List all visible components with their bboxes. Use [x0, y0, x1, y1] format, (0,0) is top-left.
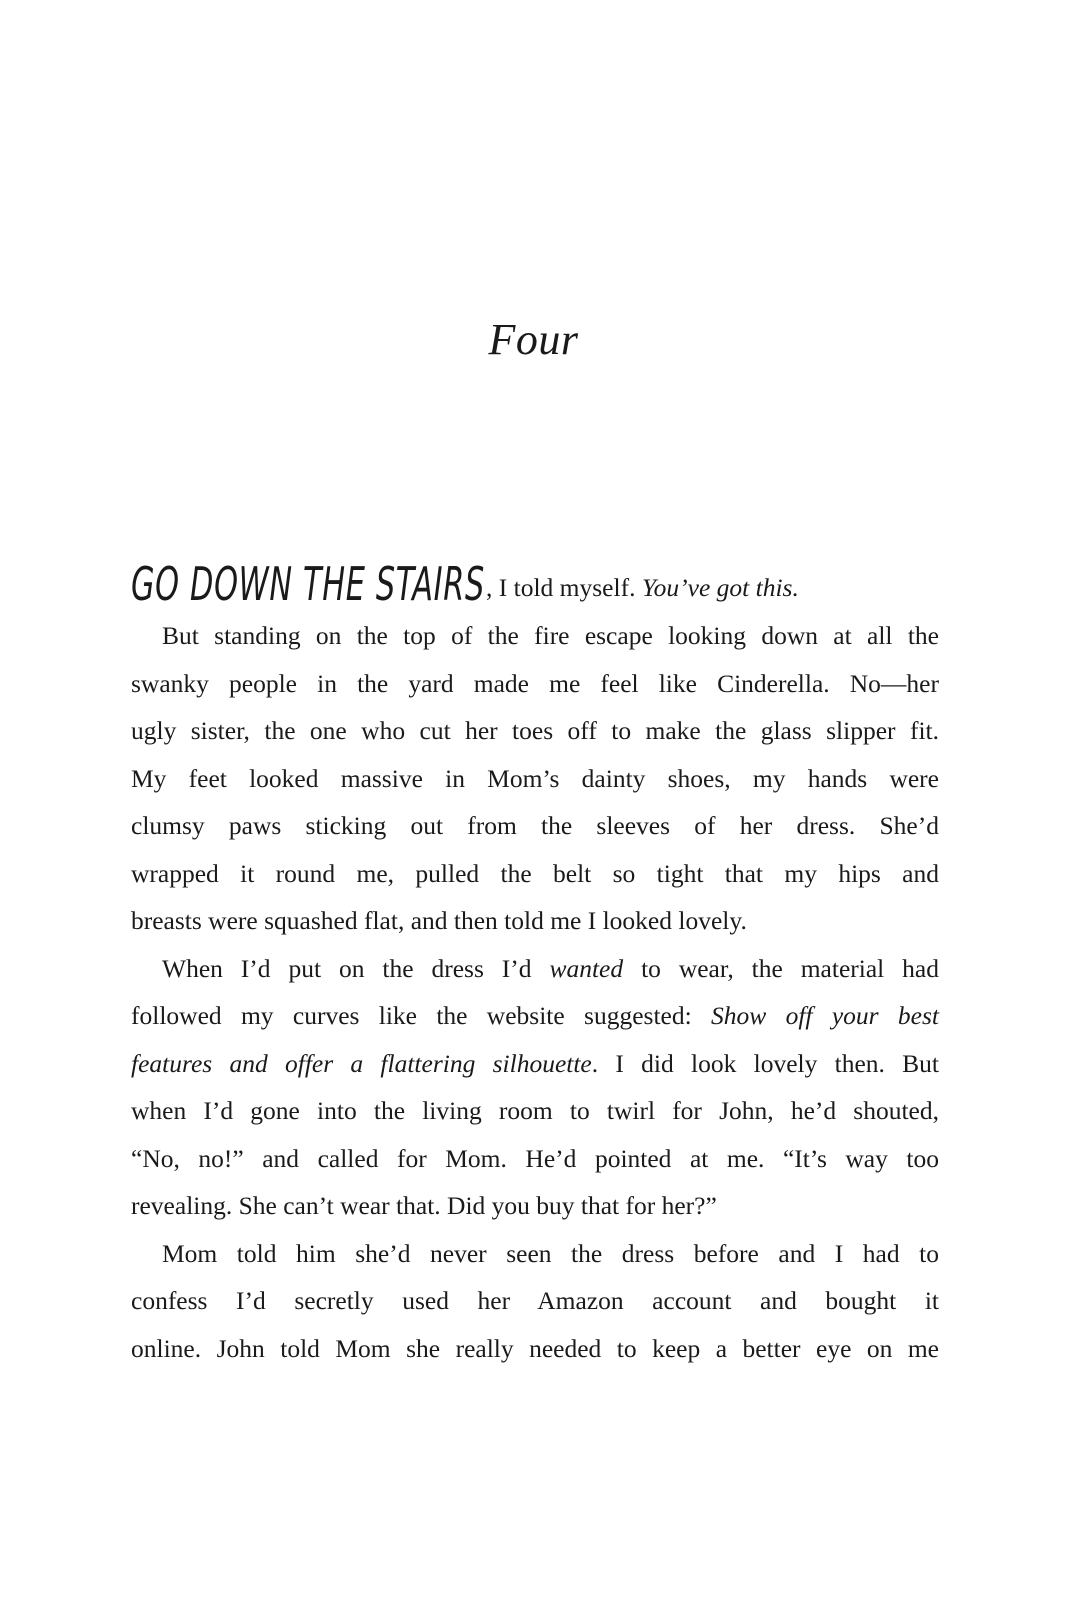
body-text [131, 556, 939, 1372]
opening-line [131, 556, 939, 612]
text-line: wrapped it round me, pulled the belt so tight that my hips and [131, 858, 939, 888]
paragraph-1 [131, 612, 939, 945]
text-line: online. John told Mom she really needed to keep a better eye on me [131, 1333, 939, 1363]
chapter-title: Four [488, 315, 579, 364]
opening-text [486, 573, 799, 602]
text-line: followed my curves like the website suggested: Show off your best [131, 1001, 939, 1030]
opening-display-phrase: GO DOWN THE STAIRS [131, 557, 485, 611]
text-line: My feet looked massive in Mom’s dainty shoes, my hands were [131, 763, 939, 793]
text-line: clumsy paws sticking out from the sleeves of her dress. She’d [131, 811, 939, 840]
text-line: ugly sister, the one who cut her toes off to make the glass slipper fit. [131, 716, 939, 745]
text-line: revealing. She can’t wear that. Did you buy that for her?” [131, 1191, 717, 1220]
opening-text-plain: , I told myself. [486, 573, 642, 602]
text-line: features and offer a flattering silhouette. I did look lovely then. But [131, 1048, 939, 1078]
paragraph-3 [131, 1230, 939, 1373]
text-line: Mom told him she’d never seen the dress before and I had to [162, 1238, 939, 1268]
text-line: When I’d put on the dress I’d wanted to wear, the material had [162, 953, 939, 983]
text-line: But standing on the top of the fire escape looking down at all the [162, 621, 939, 650]
text-line: “No, no!” and called for Mom. He’d pointed at me. “It’s way too [131, 1143, 939, 1173]
text-line: swanky people in the yard made me feel like Cinderella. No—her [131, 668, 939, 698]
text-line: when I’d gone into the living room to twirl for John, he’d shouted, [131, 1096, 939, 1125]
text-line: breasts were squashed flat, and then told me I looked lovely. [131, 906, 747, 935]
text-line: confess I’d secretly used her Amazon account and bought it [131, 1286, 939, 1315]
paragraph-2 [131, 945, 939, 1230]
opening-text-italic: You’ve got this. [641, 573, 799, 602]
